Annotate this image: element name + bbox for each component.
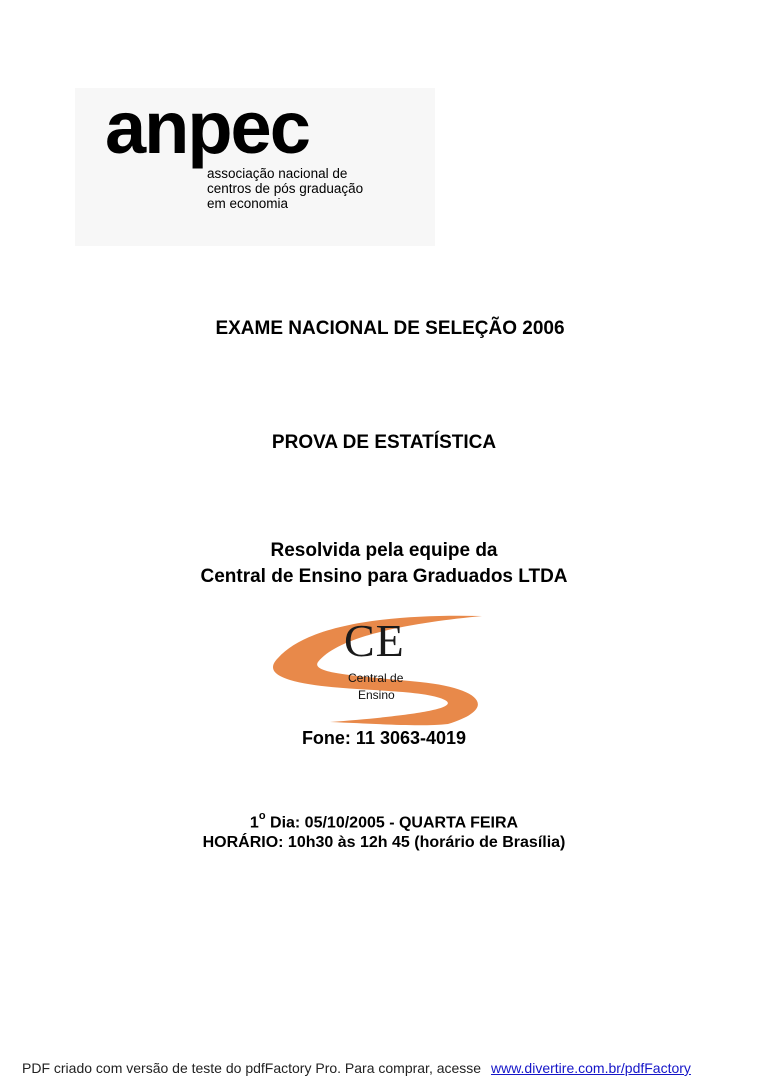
ce-logo [270, 612, 500, 727]
ce-subtitle-line-1: Central de [348, 671, 404, 685]
anpec-subtitle-line-2: centros de pós graduação [207, 181, 364, 196]
phone: Fone: 11 3063-4019 [301, 728, 467, 748]
footer-link[interactable]: www.divertire.com.br/pdfFactory [490, 1060, 691, 1076]
anpec-subtitle-line-3: em economia [207, 196, 289, 211]
ce-subtitle-line-2: Ensino [358, 688, 395, 702]
exam-title: EXAME NACIONAL DE SELEÇÃO 2006 [215, 318, 565, 339]
anpec-subtitle-line-1: associação nacional de [207, 166, 348, 181]
anpec-subtitle [207, 166, 363, 211]
ce-subtitle [348, 670, 403, 704]
day-prefix: 1 [249, 814, 259, 832]
day-rest: Dia: 05/10/2005 - QUARTA FEIRA [265, 814, 519, 832]
solved-by-line-2: Central de Ensino para Graduados LTDA [200, 566, 568, 587]
exam-subject: PROVA DE ESTATÍSTICA [271, 432, 497, 453]
anpec-wordmark: anpec [105, 86, 309, 169]
footer-text: PDF criado com versão de teste do pdfFactory Pro. Para comprar, acesse [22, 1060, 482, 1076]
ce-letters: CE [344, 615, 405, 666]
day-superscript: o [258, 810, 266, 822]
pdf-footer [22, 1060, 691, 1076]
solved-by-line-1: Resolvida pela equipe da [270, 540, 498, 561]
exam-day [0, 812, 768, 832]
exam-schedule: HORÁRIO: 10h30 às 12h 45 (horário de Brasília) [202, 834, 566, 851]
anpec-logo [75, 88, 435, 246]
